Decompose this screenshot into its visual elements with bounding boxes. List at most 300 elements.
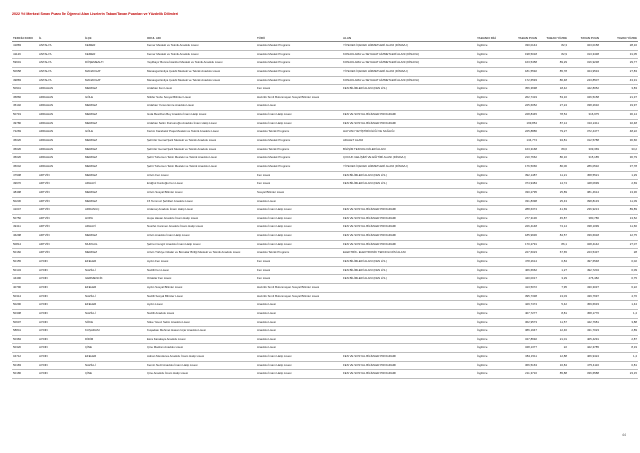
table-cell: 45026: [12, 145, 38, 154]
table-cell: 89,29: [538, 59, 568, 68]
table-cell: İngilizce: [476, 111, 506, 120]
table-cell: 211,3716: [506, 370, 538, 379]
table-cell: ÇİNE: [84, 370, 146, 379]
table-cell: İngilizce: [476, 162, 506, 171]
table-cell: MERKEZ: [84, 197, 146, 206]
table-cell: 380,786: [568, 214, 600, 223]
table-cell: 23,15: [600, 370, 638, 379]
table-cell: Kemer Mesleki ve Teknik Anadolu Lisesi: [146, 42, 256, 51]
table-cell: 25,89: [538, 188, 568, 197]
table-cell: İngilizce: [476, 361, 506, 370]
table-cell: 45042: [12, 162, 38, 171]
table-cell: Hopa Hasan Anadolu İmam Hatip Lisesi: [146, 214, 256, 223]
table-cell: İngilizce: [476, 59, 506, 68]
table-cell: FEN BİLİMLERİ ALANI (FEN LİS.): [342, 275, 476, 284]
table-cell: ARTVİN: [38, 240, 84, 249]
table-cell: 227,6023: [506, 249, 538, 258]
table-cell: İngilizce: [476, 283, 506, 292]
table-cell: İngilizce: [476, 232, 506, 241]
table-cell: 226,4148: [506, 223, 538, 232]
table-cell: 422,3785: [568, 344, 600, 353]
table-cell: 50290: [12, 301, 38, 310]
table-cell: Ardahan Selim Dursunoğlu Anadolu İmam Hatip Lisesi: [146, 119, 256, 128]
table-cell: MERKEZ: [84, 249, 146, 258]
table-cell: 429,7474: [506, 301, 538, 310]
table-cell: AYDIN: [38, 327, 84, 336]
table-cell: 384,1511: [506, 353, 538, 362]
table-cell: YİYECEK İÇECEK HİZMETLERİ ALANI (DİNAVLI): [342, 162, 476, 171]
table-cell: HOPA: [84, 214, 146, 223]
table-cell: 44490: [12, 275, 38, 284]
table-cell: 45102: [12, 102, 38, 111]
table-cell: Artvin Sosyal Bilimler Lisesi: [146, 188, 256, 197]
table-row: [12, 102, 638, 111]
table-cell: 316,9238: [568, 59, 600, 68]
table-cell: Manavgat Evliya Çelebi Mesleki ve Teknik Anadolu Lisesi: [146, 67, 256, 76]
table-cell: FEN BİLİMLERİ ALANI (FEN LİS.): [342, 85, 476, 94]
table-cell: 31,05: [600, 50, 638, 59]
table-cell: 356,3698: [506, 85, 538, 94]
table-cell: Hazırlık Sınıfı Bulunmayan Sosyal Bilimler Lisesi: [256, 283, 342, 292]
table-cell: MERKEZ: [84, 102, 146, 111]
table-cell: 4,76: [600, 292, 638, 301]
table-cell: 330,2795: [506, 188, 538, 197]
table-cell: 50750: [12, 214, 38, 223]
results-table: [12, 26, 638, 379]
table-cell: 185,9936: [506, 232, 538, 241]
table-row: [12, 93, 638, 102]
table-row: [12, 50, 638, 59]
table-cell: İngilizce: [476, 137, 506, 146]
table-cell: Fen Lisesi: [256, 258, 342, 267]
table-cell: 225,8886: [506, 128, 538, 137]
table-cell: 32,48: [600, 119, 638, 128]
table-cell: 286,0532: [568, 162, 600, 171]
table-cell: ARHAVİ: [84, 180, 146, 189]
table-row: [12, 292, 638, 301]
table-cell: İngilizce: [476, 353, 506, 362]
table-row: [12, 232, 638, 241]
table-cell: İngilizce: [476, 309, 506, 318]
table-cell: 50308: [12, 309, 38, 318]
table-cell: Şehit Er Gemal Şarlı Mesleki ve Teknik Anadolu Lisesi: [146, 145, 256, 154]
table-cell: Anadolu İmam Hatip Lisesi: [256, 353, 342, 362]
table-cell: 7,95: [538, 283, 568, 292]
table-cell: 331,8398: [506, 197, 538, 206]
table-row: [12, 197, 638, 206]
table-row: [12, 42, 638, 51]
table-cell: İngilizce: [476, 318, 506, 327]
table-cell: 2,69: [600, 180, 638, 189]
table-cell: Anadolu İmam Hatip Lisesi: [256, 119, 342, 128]
table-cell: 41,69: [538, 206, 568, 215]
table-cell: 466,6662: [506, 266, 538, 275]
table-cell: 6,22: [600, 283, 638, 292]
table-cell: Adnan Menderes Anadolu İmam Hatip Lisesi: [146, 353, 256, 362]
table-cell: AYDIN: [38, 301, 84, 310]
table-cell: DÖŞEMEALTI: [84, 59, 146, 68]
table-cell: Anadolu Teknik Programı: [256, 145, 342, 154]
table-cell: Erdğrul Kurdoğlu Fen Lisesi: [146, 180, 256, 189]
table-cell: 50814: [12, 240, 38, 249]
table-cell: 348,1377: [506, 344, 538, 353]
table-cell: AYDIN: [38, 335, 84, 344]
table-cell: 392,1487: [506, 171, 538, 180]
table-cell: Anadolu İmam Hatip Lisesi: [256, 361, 342, 370]
table-cell: 45,87: [538, 214, 568, 223]
column-header: TABAN PUAN: [506, 26, 538, 42]
table-cell: 49780: [12, 119, 38, 128]
table-cell: SÖKE: [84, 318, 146, 327]
table-cell: 12,88: [538, 353, 568, 362]
table-cell: KONAKLAMA ve SEYAHAT HİZMETLERİ ALANI (DİNAVLI): [342, 59, 476, 68]
table-cell: 74,14: [538, 223, 568, 232]
table-cell: 243,8507: [568, 76, 600, 85]
table-cell: MERKEZ: [84, 171, 146, 180]
table-cell: ARDAHAN: [38, 154, 84, 163]
table-row: [12, 180, 638, 189]
table-cell: Anadolu İmam Hatip Lisesi: [256, 232, 342, 241]
table-row: [12, 275, 638, 284]
table-cell: İngilizce: [476, 335, 506, 344]
table-cell: Çine Anadolu İmam Hatip Lisesi: [146, 370, 256, 379]
table-cell: 15 Temmuz Şehitleri Anadolu Lisesi: [146, 197, 256, 206]
table-cell: 30,14: [600, 111, 638, 120]
table-cell: 82,9: [538, 50, 568, 59]
table-cell: Kuşadası Mehmet Hasan Uçar Anadolu Lisesi: [146, 327, 256, 336]
table-header-row: [12, 26, 638, 42]
table-cell: Esra Karakaya Anadolu Lisesi: [146, 335, 256, 344]
table-cell: 442,8052: [568, 85, 600, 94]
table-cell: FEN BİLİMLERİ ALANI (FEN LİS.): [342, 171, 476, 180]
table-cell: 18,42: [538, 85, 568, 94]
table-cell: 45026: [12, 137, 38, 146]
table-cell: 89,6: [538, 145, 568, 154]
table-cell: Anadolu Lisesi: [256, 344, 342, 353]
table-cell: İngilizce: [476, 171, 506, 180]
table-cell: 338,2632: [568, 102, 600, 111]
table-row: [12, 240, 638, 249]
table-cell: ÇOCUK GELİŞİMİ VE EĞİTİMİ ALANI (DİNAVLI): [342, 154, 476, 163]
table-cell: Fen Lisesi: [256, 85, 342, 94]
table-cell: 29,77: [600, 59, 638, 68]
table-cell: Artvin Fen Lisesi: [146, 171, 256, 180]
table-cell: 27,07: [600, 240, 638, 249]
table-cell: 198,5018: [506, 50, 538, 59]
table-cell: [342, 301, 476, 310]
table-cell: 458,5521: [568, 171, 600, 180]
table-row: [12, 59, 638, 68]
table-cell: Anadolu Lisesi: [256, 197, 342, 206]
table-cell: 448,0699: [568, 180, 600, 189]
table-cell: ARTVİN: [38, 197, 84, 206]
table-cell: ANTALYA: [38, 50, 84, 59]
table-cell: 13,52: [600, 214, 638, 223]
table-cell: 163,3168: [506, 145, 538, 154]
table-cell: Anadolu Meslek Programı: [256, 154, 342, 163]
table-cell: Anadolu İmam Hatip Lisesi: [256, 206, 342, 215]
table-cell: 89,89: [600, 206, 638, 215]
table-cell: Manavgat Evliya Çelebi Mesleki ve Teknik Anadolu Lisesi: [146, 76, 256, 85]
table-cell: 0,09: [600, 266, 638, 275]
table-cell: 338,1099: [568, 223, 600, 232]
table-row: [12, 249, 638, 258]
table-cell: MERKEZ: [84, 119, 146, 128]
table-cell: KEMER: [84, 42, 146, 51]
table-cell: 49670: [12, 180, 38, 189]
table-row: [12, 67, 638, 76]
table-cell: 11,21: [538, 171, 568, 180]
table-cell: KUŞADASI: [84, 327, 146, 336]
table-cell: 309,369: [568, 145, 600, 154]
table-cell: 58841: [12, 327, 38, 336]
table-cell: 11,57: [538, 318, 568, 327]
table-cell: 310,2411: [568, 119, 600, 128]
table-cell: MURGUL: [84, 240, 146, 249]
table-row: [12, 318, 638, 327]
table-cell: 466,9424: [568, 353, 600, 362]
table-cell: 94,81: [538, 137, 568, 146]
table-cell: ANTALYA: [38, 67, 84, 76]
table-cell: 223,5437: [568, 249, 600, 258]
table-cell: Anadolu Meslek Programı: [256, 137, 342, 146]
table-cell: Artvin Anadolu İmam Hatip Lisesi: [146, 232, 256, 241]
table-cell: İngilizce: [476, 266, 506, 275]
table-cell: FEN VE SOSYAL BİLİMLER PROGRAMI: [342, 111, 476, 120]
table-cell: [342, 102, 476, 111]
table-cell: Anadolu Lisesi: [256, 301, 342, 310]
table-cell: 431,7023: [568, 327, 600, 336]
table-cell: EFELER: [84, 283, 146, 292]
table-cell: 262,7419: [506, 93, 538, 102]
table-cell: Fen Lisesi: [256, 171, 342, 180]
table-cell: 366,5163: [506, 361, 538, 370]
table-cell: AYDIN: [38, 266, 84, 275]
table-cell: 16,84: [538, 361, 568, 370]
table-cell: 413,5072: [506, 283, 538, 292]
table-cell: MERKEZ: [84, 232, 146, 241]
table-cell: 41126: [12, 50, 38, 59]
table-cell: 134,774: [506, 137, 538, 146]
table-cell: ARTVİN: [38, 249, 84, 258]
table-cell: 50160: [12, 249, 38, 258]
table-cell: 163,5458: [506, 59, 538, 68]
table-cell: 458,1776: [568, 309, 600, 318]
table-cell: 50186: [12, 370, 38, 379]
table-cell: 33,2: [600, 145, 638, 154]
table-cell: 45866: [12, 93, 38, 102]
table-cell: 79,27: [538, 128, 568, 137]
table-cell: ARTVİN: [38, 180, 84, 189]
column-header: TAVAN PUAN: [568, 26, 600, 42]
table-cell: 492,7204: [568, 266, 600, 275]
table-cell: ARDAHAN: [38, 145, 84, 154]
table-cell: İngilizce: [476, 258, 506, 267]
table-cell: 45026: [12, 154, 38, 163]
table-cell: 50155: [12, 258, 38, 267]
table-cell: [342, 344, 476, 353]
table-row: [12, 309, 638, 318]
table-cell: 374,9484: [506, 180, 538, 189]
table-cell: 328,4142: [568, 240, 600, 249]
table-cell: Anadolu Meslek Programı: [256, 67, 342, 76]
table-cell: AYDIN: [38, 353, 84, 362]
table-cell: AYDIN: [38, 370, 84, 379]
table-cell: 82,3: [538, 42, 568, 51]
table-cell: MERKEZ: [84, 154, 146, 163]
table-cell: 1,44: [600, 301, 638, 310]
table-cell: İngilizce: [476, 214, 506, 223]
table-row: [12, 85, 638, 94]
table-cell: GÖLE: [84, 93, 146, 102]
table-row: [12, 301, 638, 310]
table-cell: 324,9534: [568, 67, 600, 76]
table-cell: İngilizce: [476, 76, 506, 85]
table-cell: 28,16: [600, 42, 638, 51]
table-cell: İngilizce: [476, 197, 506, 206]
table-cell: MERKEZ: [84, 162, 146, 171]
table-cell: ARTVİN: [38, 206, 84, 215]
table-cell: 0,81: [600, 361, 638, 370]
table-cell: ADALET ALANI: [342, 137, 476, 146]
table-cell: Artvin Türkiye Odalar ve Borsalar Birliği Mesleki ve Teknik Anadolu Lisesi: [146, 249, 256, 258]
table-cell: Şehit Er Gemal Şarlı Mesleki ve Teknik Anadolu Lisesi: [146, 137, 256, 146]
table-row: [12, 154, 638, 163]
table-cell: 28: [600, 249, 638, 258]
table-cell: NAZİLLİ: [84, 361, 146, 370]
table-cell: Nazilli Fen Lisesi: [146, 266, 256, 275]
table-cell: ARTVİN: [38, 214, 84, 223]
table-cell: 316,975: [568, 111, 600, 120]
table-cell: Hazırlık Sınıfı Bulunmayan Sosyal Bilimler Lisesi: [256, 292, 342, 301]
table-cell: [342, 327, 476, 336]
table-cell: ARTVİN: [38, 188, 84, 197]
table-cell: İngilizce: [476, 249, 506, 258]
table-cell: Anadolu Meslek Programı: [256, 59, 342, 68]
table-cell: 372,4477: [568, 128, 600, 137]
table-row: [12, 171, 638, 180]
column-header: ALAN: [342, 26, 476, 42]
table-cell: Nazilli Sosyal Bilimler Lisesi: [146, 292, 256, 301]
table-cell: Anadolu Lisesi: [256, 327, 342, 336]
table-cell: 395,7338: [506, 292, 538, 301]
table-cell: YİYECEK İÇECEK HİZMETLERİ ALANI (DİNAVLI): [342, 42, 476, 51]
table-cell: 50183: [12, 361, 38, 370]
table-cell: 8,81: [538, 309, 568, 318]
table-cell: [342, 309, 476, 318]
table-cell: Fen Lisesi: [256, 266, 342, 275]
table-cell: 277,3136: [506, 214, 538, 223]
table-cell: 86,06: [538, 162, 568, 171]
table-cell: GERMENCİK: [84, 275, 146, 284]
table-row: [12, 206, 638, 215]
table-cell: AYDIN: [38, 258, 84, 267]
table-cell: FEN BİLİMLERİ ALANI (FEN LİS.): [342, 258, 476, 267]
table-cell: 30,66: [600, 137, 638, 146]
table-cell: Aydın Sosyal Bilimler Lisesi: [146, 283, 256, 292]
table-cell: 21,37: [600, 93, 638, 102]
table-cell: ARTVİN: [38, 171, 84, 180]
table-cell: BİLİŞİM TEKNOLOJİLERİ ALANI: [342, 145, 476, 154]
table-cell: Anadolu Lisesi: [256, 318, 342, 327]
table-cell: Ardahan Fen Lisesi: [146, 85, 256, 94]
table-cell: İngilizce: [476, 301, 506, 310]
table-cell: 459,6633: [568, 301, 600, 310]
table-cell: ÇİNE: [84, 344, 146, 353]
table-cell: 1,29: [600, 171, 638, 180]
table-cell: Kemer Mesleki ve Teknik Anadolu Lisesi: [146, 50, 256, 59]
table-cell: 49411: [12, 223, 38, 232]
table-cell: Anadolu Lisesi: [256, 335, 342, 344]
table-cell: Ortaklar Fen Lisesi: [146, 275, 256, 284]
table-cell: 37,78: [600, 162, 638, 171]
table-cell: YİYECEK İÇECEK HİZMETLERİ ALANI (DİNAVLI): [342, 67, 476, 76]
table-cell: 87,14: [538, 119, 568, 128]
table-cell: 86,1: [538, 240, 568, 249]
table-cell: 50384: [12, 335, 38, 344]
table-cell: İngilizce: [476, 327, 506, 336]
table-cell: İngilizce: [476, 370, 506, 379]
table-cell: ARDAHAN: [38, 85, 84, 94]
table-cell: 19,97: [600, 102, 638, 111]
table-cell: DİDİM: [84, 335, 146, 344]
column-header: TERCİH KODU: [12, 26, 38, 42]
table-cell: AYDIN: [38, 361, 84, 370]
table-cell: 14,74: [538, 180, 568, 189]
table-cell: ARHAVİ: [84, 223, 146, 232]
table-cell: Anadolu Lisesi: [256, 102, 342, 111]
table-cell: 41047: [12, 206, 38, 215]
table-cell: 407,7277: [506, 309, 538, 318]
table-row: [12, 111, 638, 120]
table-cell: 25,43: [538, 197, 568, 206]
table-cell: ANTALYA: [38, 42, 84, 51]
table-cell: Kemin Nezil Anadolu İmam Hatip Lisesi: [146, 361, 256, 370]
table-cell: 47908: [12, 171, 38, 180]
table-cell: Anadolu İmam Hatip Lisesi: [256, 214, 342, 223]
table-cell: 43,31: [600, 76, 638, 85]
table-cell: 50314: [12, 292, 38, 301]
table-cell: 12,75: [600, 232, 638, 241]
table-cell: ARDAHAN: [38, 93, 84, 102]
table-cell: ARDAHAN: [38, 137, 84, 146]
table-cell: FEN VE SOSYAL BİLİMLER PROGRAMI: [342, 370, 476, 379]
table-cell: 30,79: [600, 154, 638, 163]
table-row: [12, 335, 638, 344]
table-cell: MERKEZ: [84, 85, 146, 94]
table-cell: 0,84: [538, 258, 568, 267]
table-row: [12, 162, 638, 171]
table-cell: 85,88: [538, 370, 568, 379]
table-cell: ARDAHAN: [38, 128, 84, 137]
table-cell: 13,03: [538, 292, 568, 301]
table-cell: 78,54: [538, 111, 568, 120]
table-cell: 50320: [12, 344, 38, 353]
table-cell: İngilizce: [476, 119, 506, 128]
table-cell: 50230: [12, 197, 38, 206]
table-cell: Kazım Karabekir Paşa Mesleki ve Teknik Anadolu Lisesi: [146, 128, 256, 137]
table-row: [12, 353, 638, 362]
table-cell: ARDAHAN: [38, 119, 84, 128]
table-cell: 5,42: [538, 301, 568, 310]
table-cell: ANTALYA: [38, 59, 84, 68]
table-cell: 476,482: [568, 275, 600, 284]
table-cell: 67,65: [538, 249, 568, 258]
table-cell: 225,6052: [506, 102, 538, 111]
table-cell: Anadolu İmam Hatip Lisesi: [256, 370, 342, 379]
table-cell: İngilizce: [476, 240, 506, 249]
table-cell: 181,5592: [506, 67, 538, 76]
